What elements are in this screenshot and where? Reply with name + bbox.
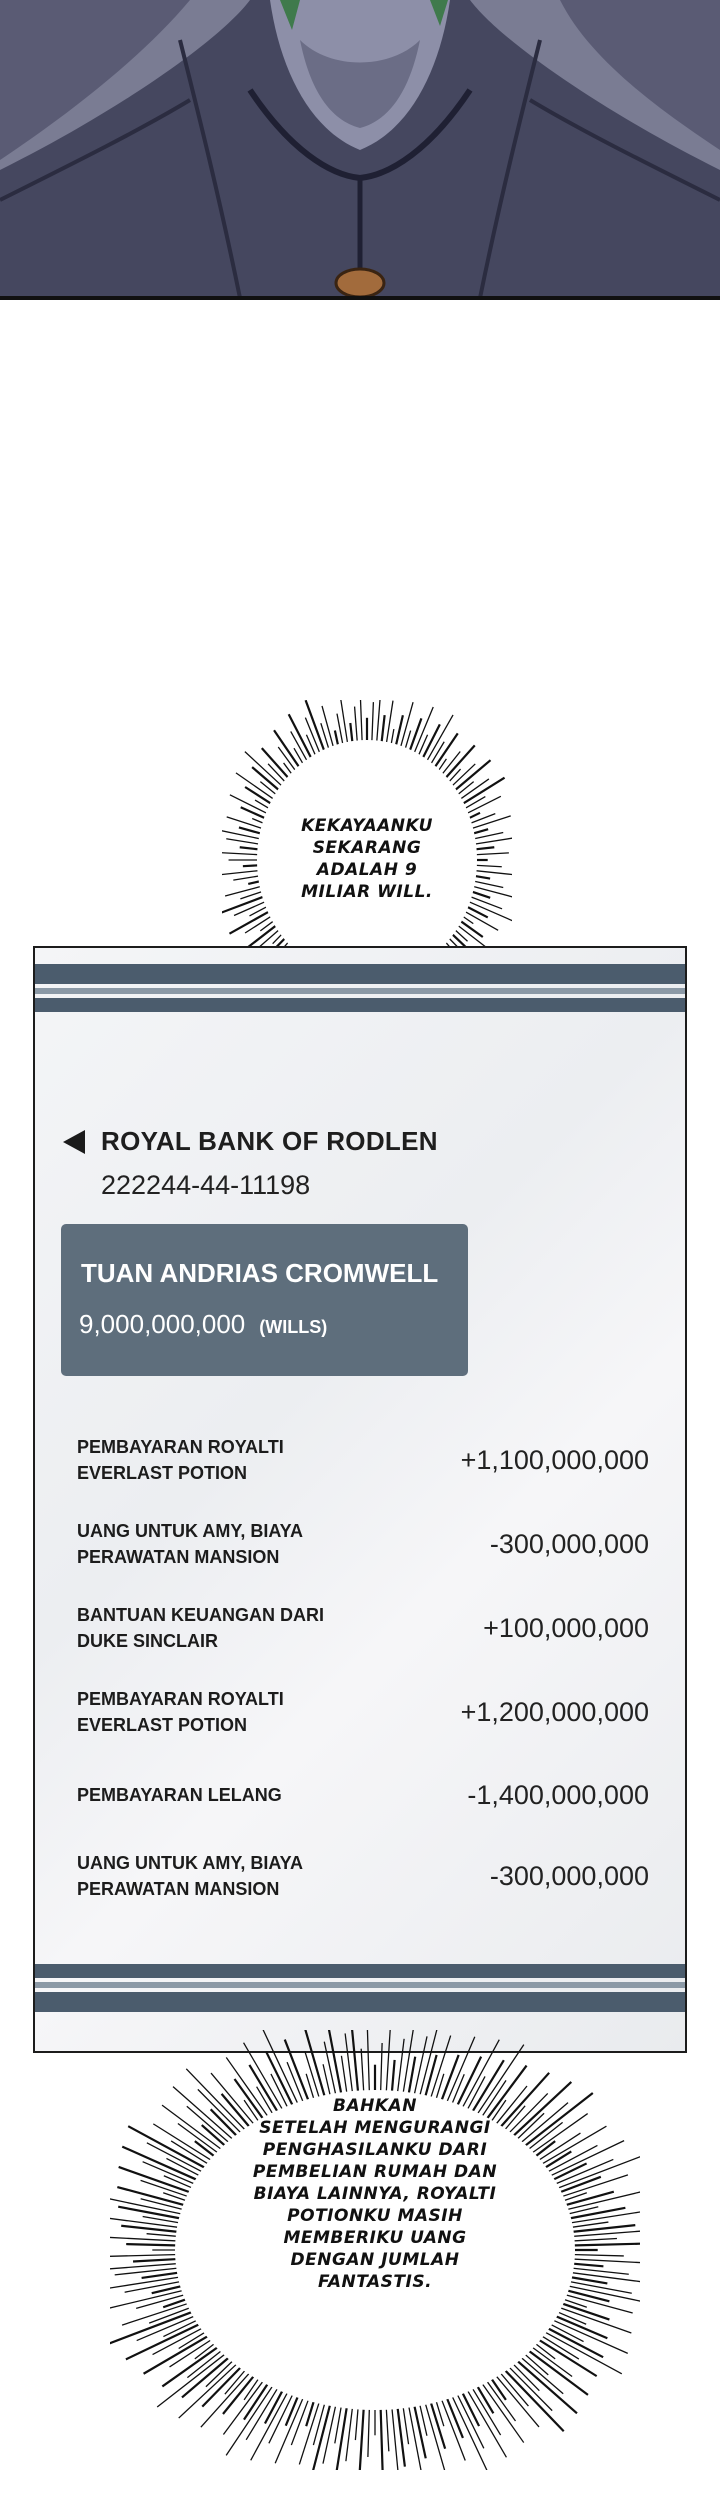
burst-spike [474, 871, 512, 875]
stripe-bottom-1 [35, 1964, 685, 1978]
burst-spike [503, 2369, 563, 2432]
comic-panel-cloaked-figure [0, 0, 720, 300]
burst-spike [361, 2049, 364, 2094]
burst-spike [569, 2222, 608, 2228]
burst-line: MILIAR WILL. [301, 882, 433, 902]
burst-spike [381, 715, 384, 743]
transaction-label [77, 1850, 303, 1902]
burst-spike [448, 769, 460, 783]
burst-spike [368, 2407, 370, 2457]
burst-spike [222, 871, 260, 875]
burst-spike [243, 865, 259, 866]
burst-spike [441, 2398, 465, 2461]
burst-spike [260, 782, 277, 796]
burst-spike [472, 829, 488, 834]
burst-spike [571, 2244, 640, 2246]
balance-row [79, 1309, 327, 1340]
burst-spike [391, 729, 394, 745]
stripe-bottom-2 [35, 1982, 685, 1988]
transaction-label [77, 1602, 324, 1654]
burst-spike [226, 839, 260, 844]
burst-spike [474, 876, 490, 879]
burst-spike [426, 715, 453, 762]
burst-spike [372, 702, 374, 742]
burst-spike [392, 2060, 395, 2094]
account-holder-name: TUAN ANDRIAS CROMWELL [81, 1258, 439, 1288]
burst-spike [571, 2254, 624, 2255]
burst-spike [397, 2039, 404, 2094]
burst-spike [289, 714, 312, 759]
burst-spike [335, 2405, 342, 2444]
burst-spike [179, 2362, 239, 2418]
burst-spike [464, 797, 485, 809]
burst-spike [142, 2272, 181, 2278]
burst-spike [137, 2315, 197, 2340]
burst-line: DENGAN JUMLAH [290, 2250, 460, 2270]
burst-spike [553, 2159, 613, 2184]
burst-spike [222, 852, 259, 854]
burst-line: MEMBERIKU UANG [283, 2228, 467, 2248]
burst-spike [286, 2394, 299, 2425]
burst-line: KEKAYAANKU [301, 816, 433, 836]
speech-burst-bottom [110, 2030, 640, 2470]
burst-spike [571, 2259, 640, 2263]
burst-spike [475, 853, 509, 855]
balance-amount: 9,000,000,000 [79, 1309, 246, 1339]
bank-header [63, 1126, 438, 1157]
burst-spike [355, 707, 358, 743]
burst-spike [565, 2290, 610, 2301]
burst-spike [454, 760, 490, 791]
burst-spike [126, 2244, 179, 2245]
burst-spike [335, 731, 338, 747]
burst-spike [571, 2238, 617, 2241]
transaction-label-line: PEMBAYARAN ROYALTI [77, 1689, 284, 1709]
transaction-label-line: PEMBAYARAN ROYALTI [77, 1437, 284, 1457]
burst-spike [313, 2402, 325, 2445]
transaction-label-line: PERAWATAN MANSION [77, 1879, 280, 1900]
transaction-label-line: EVERLAST POTION [77, 1715, 248, 1736]
burst-spike [414, 2404, 426, 2459]
transaction-amount: +100,000,000 [483, 1612, 649, 1643]
transaction-label-line: DUKE SINCLAIR [77, 1631, 219, 1652]
transaction-label [77, 1686, 284, 1738]
burst-spike [346, 2406, 353, 2461]
balance-unit: (WILLS) [259, 1317, 328, 1337]
burst-spike [386, 2030, 391, 2093]
burst-spike [322, 706, 334, 748]
stripe-bottom-3 [35, 1992, 685, 2012]
burst-spike [234, 901, 266, 915]
burst-line: SEKARANG [312, 838, 422, 858]
burst-spike [360, 700, 362, 743]
burst-line: POTIONKU MASIH [287, 2206, 463, 2226]
transaction-label [77, 1434, 284, 1486]
transaction-row [77, 1602, 649, 1654]
burst-spike [409, 718, 421, 752]
transaction-amount: +1,200,000,000 [460, 1696, 649, 1727]
transaction-label-line: UANG UNTUK AMY, BIAYA [77, 1521, 304, 1541]
transaction-row [77, 1780, 649, 1811]
burst-spike [227, 817, 263, 829]
transaction-row [77, 1686, 649, 1738]
transaction-label-line: UANG UNTUK AMY, BIAYA [77, 1853, 304, 1873]
burst-spike [400, 702, 413, 748]
transaction-row [77, 1434, 649, 1486]
transaction-amount: +1,100,000,000 [460, 1444, 649, 1475]
burst-spike [472, 886, 512, 898]
burst-spike [225, 886, 262, 896]
burst-spike [567, 2208, 625, 2219]
burst-line: PEMBELIAN RUMAH DAN [252, 2162, 498, 2182]
burst-spike [445, 745, 475, 778]
transaction-row [77, 1850, 649, 1902]
burst-spike [310, 2403, 331, 2470]
burst-spike [324, 2042, 336, 2097]
bank-statement-card [33, 946, 687, 2053]
burst-spike [377, 700, 381, 743]
burst-spike [381, 2407, 383, 2470]
burst-spike [323, 2404, 336, 2464]
transaction-label-line: EVERLAST POTION [77, 1463, 248, 1484]
burst-spike [386, 2407, 389, 2452]
burst-spike [147, 2234, 180, 2237]
burst-spike [285, 2040, 309, 2103]
stripe-top-2 [35, 988, 685, 994]
burst-spike [425, 2055, 437, 2098]
burst-spike [241, 807, 266, 818]
burst-spike [414, 2036, 427, 2096]
burst-spike [430, 742, 444, 765]
burst-line: BIAYA LAINNYA, ROYALTI [253, 2184, 497, 2204]
burst-spike [110, 2217, 181, 2228]
transaction-label [77, 1782, 282, 1808]
transaction-label [77, 1518, 303, 1570]
burst-spike [475, 865, 502, 866]
burst-spike [473, 832, 503, 839]
burst-spike [236, 773, 275, 800]
burst-spike [408, 2057, 415, 2096]
burst-spike [119, 2167, 193, 2193]
transaction-amount: -300,000,000 [489, 1528, 649, 1559]
stripe-top-3 [35, 998, 685, 1012]
cloaked-figure-illustration [0, 0, 720, 300]
burst-spike [274, 730, 300, 768]
burst-spike [355, 2406, 358, 2440]
burst-spike [262, 748, 289, 779]
burst-line: PENGHASILANKU DARI [262, 2140, 488, 2160]
burst-spike [457, 782, 474, 796]
burst-spike [341, 2056, 347, 2095]
burst-spike [233, 876, 260, 880]
transaction-row [77, 1518, 649, 1570]
burst-spike [381, 2043, 383, 2093]
burst-spike [519, 2356, 563, 2394]
transaction-label-line: PERAWATAN MANSION [77, 1547, 280, 1568]
stripe-top-1 [35, 964, 685, 984]
burst-line: BAHKAN [333, 2096, 417, 2116]
burst-spike [246, 2387, 278, 2440]
burst-spike [473, 881, 503, 888]
account-number: 222244-44-11198 [101, 1170, 311, 1200]
burst-spike [470, 896, 503, 908]
burst-spike [405, 731, 411, 750]
burst-spike [125, 2281, 183, 2292]
burst-line: ADALAH 9 [316, 860, 418, 880]
transaction-label-line: BANTUAN KEUANGAN DARI [77, 1605, 324, 1625]
burst-spike [335, 2405, 347, 2470]
burst-spike [239, 827, 262, 833]
burst-spike [471, 891, 490, 898]
transaction-label-line: PEMBAYARAN LELANG [77, 1785, 282, 1806]
bank-name: ROYAL BANK OF RODLEN [101, 1126, 438, 1156]
burst-spike [474, 847, 494, 849]
burst-spike [110, 2237, 179, 2241]
burst-spike [558, 2307, 632, 2333]
burst-spike [462, 778, 505, 805]
burst-spike [350, 723, 352, 743]
burst-spike [403, 2405, 409, 2444]
burst-spike [240, 847, 260, 849]
burst-spike [133, 2259, 179, 2262]
transaction-amount: -1,400,000,000 [467, 1780, 649, 1810]
burst-spike [147, 2143, 204, 2173]
burst-line: SETELAH MENGURANGI [259, 2118, 491, 2138]
burst-spike [305, 2030, 325, 2098]
burst-spike [471, 816, 511, 829]
burst-spike [187, 2349, 223, 2377]
account-summary-box [61, 1224, 468, 1376]
burst-spike [434, 733, 458, 768]
burst-line: FANTASTIS. [317, 2272, 433, 2292]
transaction-amount: -300,000,000 [489, 1860, 649, 1891]
burst-spike [419, 2030, 440, 2097]
burst-spike [245, 752, 283, 787]
back-arrow-icon[interactable] [63, 1130, 85, 1154]
burst-spike [359, 2407, 364, 2470]
burst-spike [110, 2254, 179, 2256]
burst-spike [222, 829, 261, 839]
burst-spike [367, 2030, 369, 2093]
burst-spike [570, 2263, 603, 2266]
